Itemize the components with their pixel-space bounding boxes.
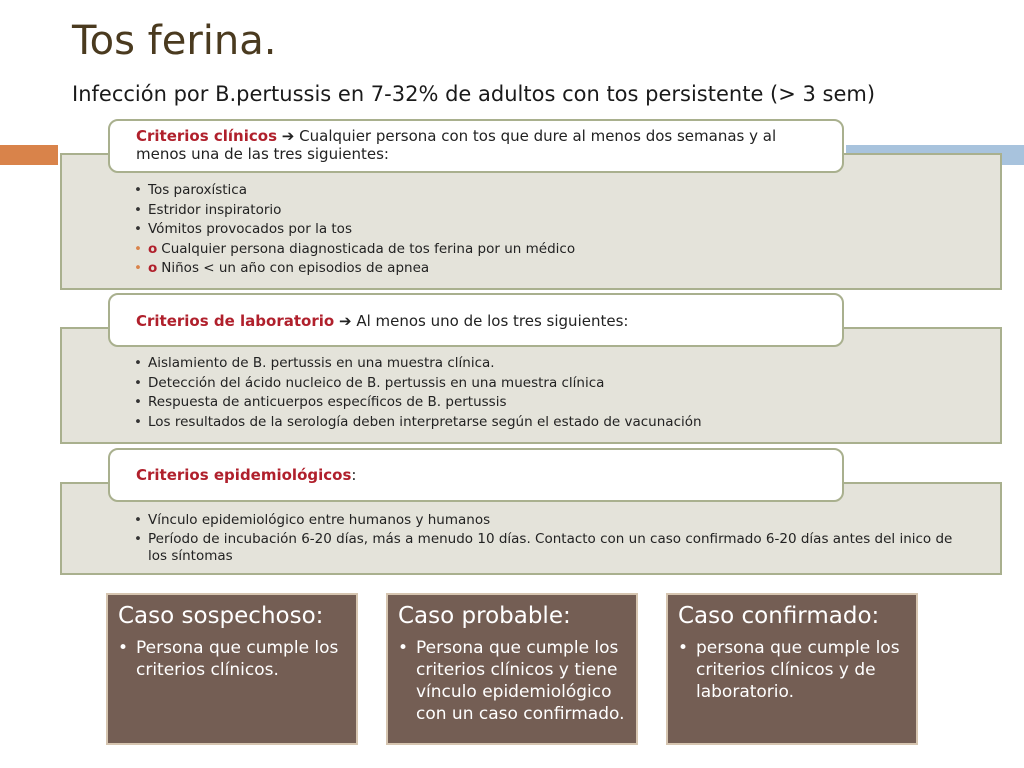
list-item: • Tos paroxística: [134, 181, 974, 201]
list-item: • o Niños < un año con episodios de apnea: [134, 259, 974, 279]
list-item: • Vínculo epidemiológico entre humanos y humanos: [134, 511, 974, 531]
slide-title: Tos ferina.: [72, 18, 277, 64]
probable-case-box: [386, 593, 638, 745]
criteria-description: Al menos uno de los tres siguientes:: [356, 312, 629, 330]
case-title: Caso sospechoso:: [118, 603, 324, 629]
list-item: • o Cualquier persona diagnosticada de tos ferina por un médico: [134, 240, 974, 260]
list-item: • Período de incubación 6-20 días, más a menudo 10 días. Contacto con un caso confirmado 6-20 días antes del inico de los síntomas: [134, 531, 974, 565]
confirmed-case-box: [666, 593, 918, 745]
list-item: • Los resultados de la serología deben interpretarse según el estado de vacunación: [134, 413, 974, 433]
arrow-right-icon: ➔: [338, 312, 352, 330]
criteria-description: Cualquier persona con tos que dure al menos dos semanas y al menos una de las tres siguientes:: [136, 127, 777, 163]
slide-subtitle: Infección por B.pertussis en 7-32% de adultos con tos persistente (> 3 sem): [72, 82, 876, 106]
case-description: • Persona que cumple los criterios clínicos.: [118, 637, 346, 681]
case-title: Caso probable:: [398, 603, 571, 629]
criteria-label: Criterios clínicos: [136, 127, 278, 145]
clinical-criteria-list: [134, 181, 974, 279]
case-description: • Persona que cumple los criterios clínicos y tiene vínculo epidemiológico con un caso confirmado.: [398, 637, 626, 725]
lab-criteria-list: [134, 354, 974, 432]
list-item: • Aislamiento de B. pertussis en una muestra clínica.: [134, 354, 974, 374]
case-description: • persona que cumple los criterios clínicos y de laboratorio.: [678, 637, 906, 703]
criteria-label: Criterios de laboratorio: [136, 312, 335, 330]
case-title: Caso confirmado:: [678, 603, 880, 629]
arrow-right-icon: ➔: [281, 127, 295, 145]
list-item: • Respuesta de anticuerpos específicos de B. pertussis: [134, 393, 974, 413]
clinical-criteria-panel: [60, 153, 1002, 290]
list-item: • Estridor inspiratorio: [134, 201, 974, 221]
list-item: • Vómitos provocados por la tos: [134, 220, 974, 240]
criteria-description: :: [351, 466, 357, 484]
lab-criteria-header: [108, 293, 844, 347]
suspected-case-box: [106, 593, 358, 745]
list-item: • Detección del ácido nucleico de B. pertussis en una muestra clínica: [134, 374, 974, 394]
epidemiological-criteria-list: [134, 511, 974, 565]
criteria-label: Criterios epidemiológicos: [136, 466, 352, 484]
epidemiological-criteria-header: [108, 448, 844, 502]
orange-accent-bar: [0, 145, 58, 165]
clinical-criteria-header: [108, 119, 844, 173]
